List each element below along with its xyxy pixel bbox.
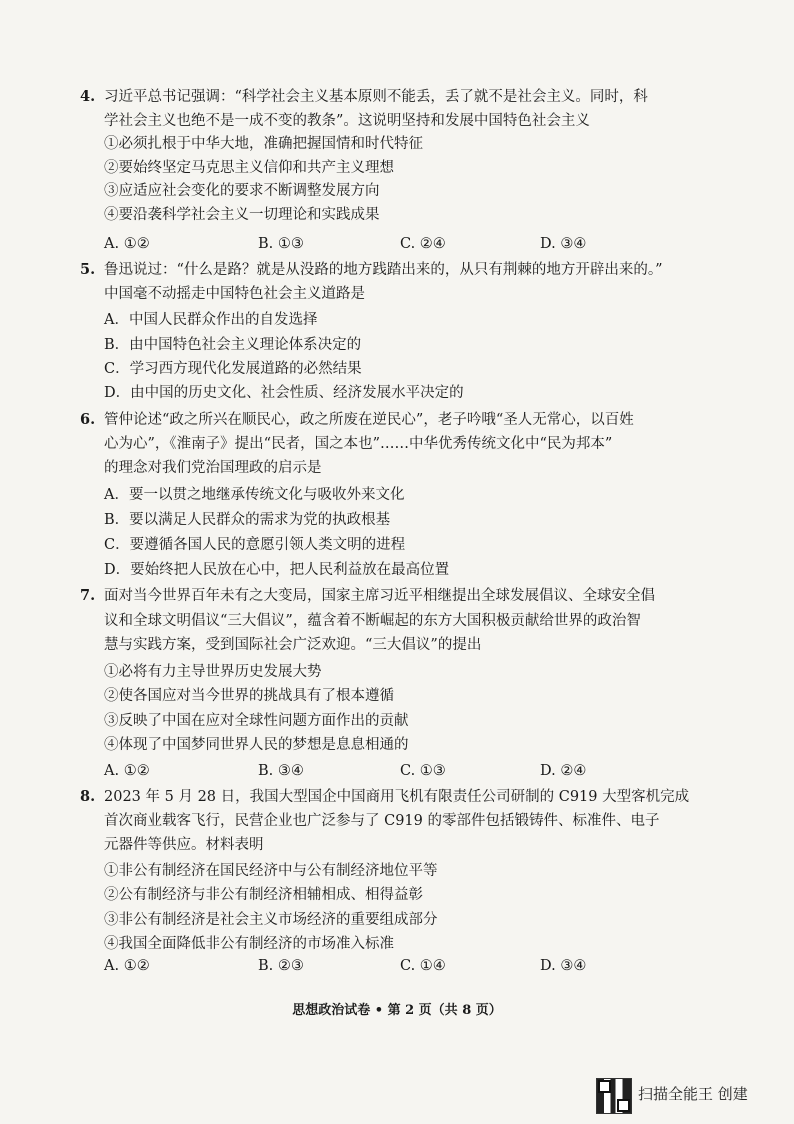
question-number: 6. [80,411,96,428]
choice-row [0,955,794,977]
question-stem-line: 元器件等供应。材料表明 [104,837,264,853]
question-stem-line: 习近平总书记强调：“科学社会主义基本原则不能丢，丢了就不是社会主义。同时，科 [104,89,648,105]
choice-row [0,233,794,255]
choice-c: C. ①④ [400,958,446,974]
choice-row [0,760,794,782]
statement: ②使各国应对当今世界的挑战具有了根本遵循 [104,688,394,704]
question-number: 8. [80,788,96,805]
question-stem-line: 慧与实践方案，受到国际社会广泛欢迎。“三大倡议”的提出 [104,637,482,653]
question-stem-line: 面对当今世界百年未有之大变局，国家主席习近平相继提出全球发展倡议、全球安全倡 [104,588,655,604]
question-stem-line: 议和全球文明倡议“三大倡议”，蕴含着不断崛起的东方大国积极贡献给世界的政治智 [104,613,641,629]
statement: ①必须扎根于中华大地，准确把握国情和时代特征 [104,136,423,152]
question-stem-line: 学社会主义也绝不是一成不变的教条”。这说明坚持和发展中国特色社会主义 [104,113,590,129]
question-stem-line: 鲁迅说过：“什么是路？就是从没路的地方践踏出来的，从只有荆棘的地方开辟出来的。” [104,262,663,278]
statement: ②要始终坚定马克思主义信仰和共产主义理想 [104,160,394,176]
question-stem-line: 2023 年 5 月 28 日，我国大型国企中国商用飞机有限责任公司研制的 C919 大型客机完成 [104,789,690,805]
option: C．要遵循各国人民的意愿引领人类文明的进程 [104,537,406,553]
option: C．学习西方现代化发展道路的必然结果 [104,361,362,377]
option: B．由中国特色社会主义理论体系决定的 [104,337,362,353]
question-stem-line: 心为心”，《淮南子》提出“民者，国之本也”……中华优秀传统文化中“民为邦本” [104,436,613,452]
statement: ③应适应社会变化的要求不断调整发展方向 [104,183,380,199]
statement: ③非公有制经济是社会主义市场经济的重要组成部分 [104,912,438,928]
choice-c: C. ②④ [400,236,446,252]
page-footer: 思想政治试卷 • 第 2 页（共 8 页） [292,1003,502,1018]
choice-d: D. ③④ [540,958,587,974]
statement: ②公有制经济与非公有制经济相辅相成、相得益彰 [104,887,423,903]
choice-b: B. ③④ [258,763,304,779]
choice-d: D. ②④ [540,763,587,779]
question-number: 4. [80,88,96,105]
choice-b: B. ①③ [258,236,304,252]
choice-a: A. ①② [104,958,150,974]
choice-c: C. ①③ [400,763,446,779]
option: A．中国人民群众作出的自发选择 [104,312,318,328]
question-stem-line: 中国毫不动摇走中国特色社会主义道路是 [104,286,365,302]
choice-b: B. ②③ [258,958,304,974]
question-stem-line: 首次商业载客飞行，民营企业也广泛参与了 C919 的零部件包括锻铸件、标准件、电子 [104,813,660,829]
option: D．由中国的历史文化、社会性质、经济发展水平决定的 [104,385,464,401]
choice-a: A. ①② [104,763,150,779]
question-number: 7. [80,587,96,604]
question-stem-line: 的理念对我们党治国理政的启示是 [104,460,322,476]
scanner-watermark: 扫描全能王 创建 [638,1085,748,1103]
option: A．要一以贯之地继承传统文化与吸收外来文化 [104,487,405,503]
question-stem-line: 管仲论述“政之所兴在顺民心，政之所废在逆民心”，老子吟哦“圣人无常心，以百姓 [104,412,634,428]
question-number: 5. [80,261,96,278]
statement: ①非公有制经济在国民经济中与公有制经济地位平等 [104,863,438,879]
statement: ④要沿袭科学社会主义一切理论和实践成果 [104,207,380,223]
statement: ④体现了中国梦同世界人民的梦想是息息相通的 [104,737,409,753]
option: D．要始终把人民放在心中，把人民利益放在最高位置 [104,562,450,578]
option: B．要以满足人民群众的需求为党的执政根基 [104,512,391,528]
choice-a: A. ①② [104,236,150,252]
statement: ③反映了中国在应对全球性问题方面作出的贡献 [104,713,409,729]
qr-code-icon [596,1078,632,1114]
statement: ④我国全面降低非公有制经济的市场准入标准 [104,936,394,952]
statement: ①必将有力主导世界历史发展大势 [104,664,322,680]
choice-d: D. ③④ [540,236,587,252]
